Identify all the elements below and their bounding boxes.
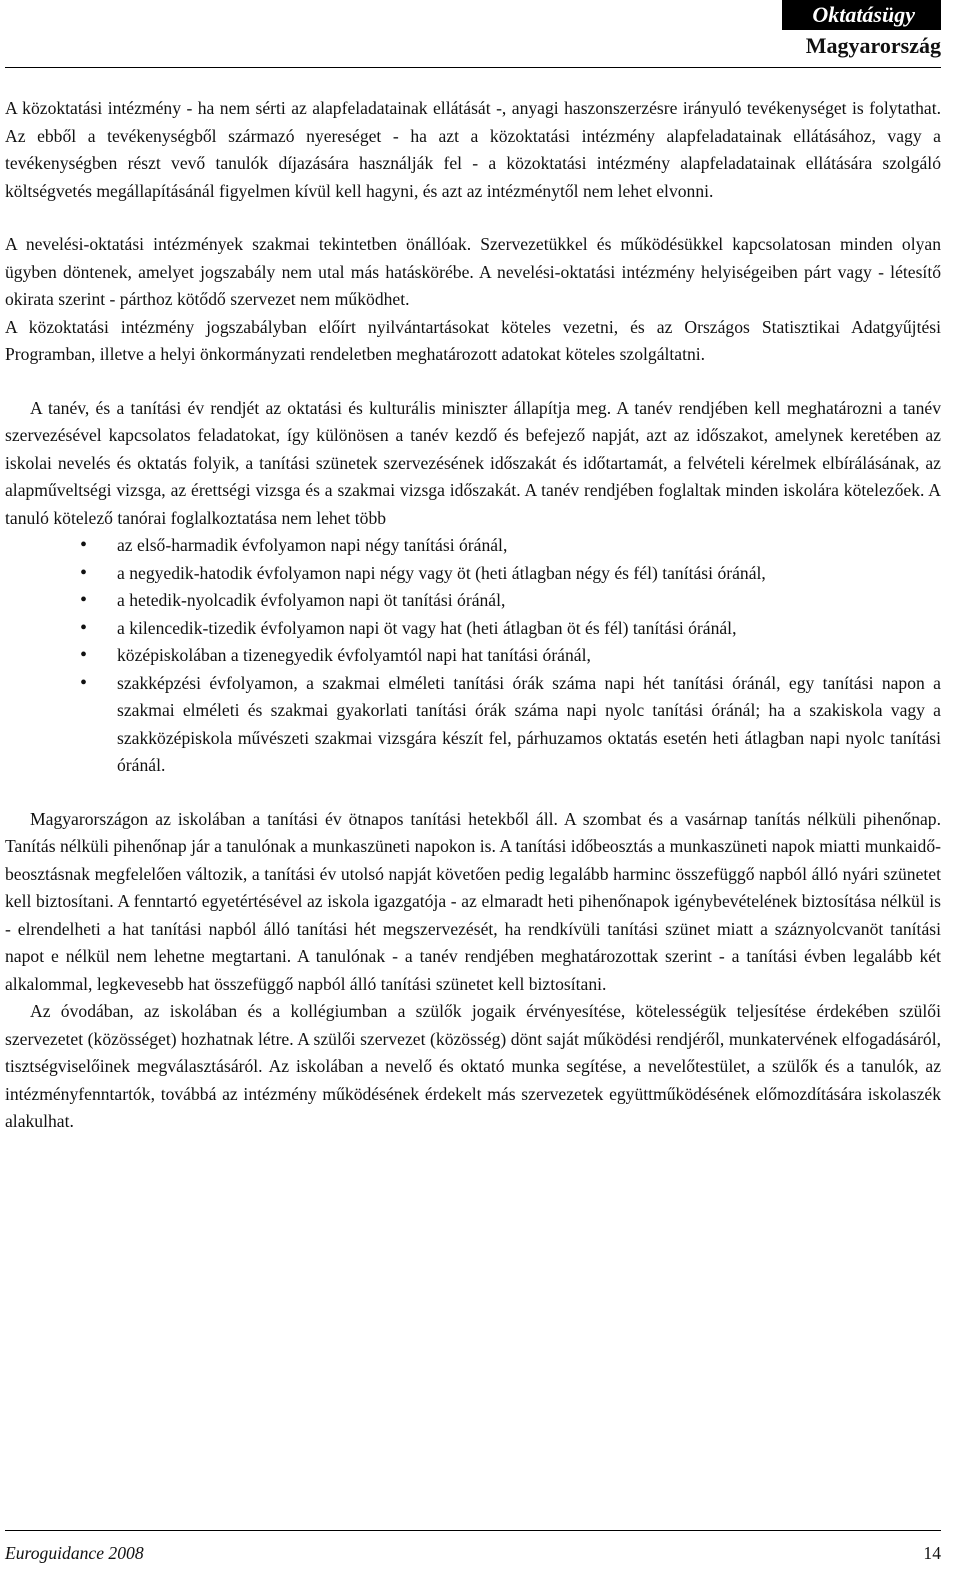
list-item: • a kilencedik-tizedik évfolyamon napi öt vagy hat (heti átlagban öt és fél) tanítási óránál, <box>5 615 941 643</box>
footer-divider <box>5 1530 941 1531</box>
paragraph-parent-organisation: Az óvodában, az iskolában és a kollégiumban a szülők jogaik érvényesítése, kötelességük teljesítése érdekében szülői szervezetet (közösséget) hozhatnak létre. A szülői szervezet (közösség) dönt saját működési rendjéről, munkatervének elfogadásáról, tisztségviselőinek megválasztásáról. Az iskolában a nevelő és oktató munka segítése, a nevelőtestület, a szülők és a tanulók, az intézményfenntartók, továbbá az intézmény működésének érdekelt más szervezetek együttműködésének előmozdítására iskolaszék alakulhat. <box>5 1001 941 1131</box>
header-divider <box>5 67 941 68</box>
paragraph-autonomy: A nevelési-oktatási intézmények szakmai tekintetben önállóak. Szervezetükkel és működésükkel kapcsolatosan minden olyan ügyben döntenek, amelyet jogszabály nem utal más hatáskörébe. A nevelési-oktatási intézmény helyiségeiben párt vagy - létesítő okirata szerint - párthoz kötődő szervezet nem működhet. <box>5 234 941 309</box>
bullet-icon: • <box>80 616 88 639</box>
bullet-icon: • <box>80 644 88 666</box>
list-item: • a negyedik-hatodik évfolyamon napi négy vagy öt (heti átlagban négy és fél) tanítási óránál, <box>5 560 941 588</box>
paragraph-income-activity: A közoktatási intézmény - ha nem sérti az alapfeladatainak ellátását -, anyagi haszonszerzésre irányuló tevékenységet is folytathat. Az ebből a tevékenységből származó nyereséget - ha azt a közoktatási intézmény alapfeladatainak ellátásához, vagy a tevékenységben részt vevő tanulók díjazására használják fel - a közoktatási intézmény alapfeladatainak ellátására szolgáló költségvetés megállapításánál figyelmen kívül kell hagyni, és azt az intézménytől nem lehet elvonni. <box>5 98 941 201</box>
list-item: • középiskolában a tizenegyedik évfolyamtól napi hat tanítási óránál, <box>5 642 941 670</box>
paragraph-records: A közoktatási intézmény jogszabályban előírt nyilvántartásokat köteles vezetni, és az Országos Statisztikai Adatgyűjtési Programban, illetve a helyi önkormányzati rendeletben meghatározott adatokat köteles szolgáltatni. <box>5 316 941 364</box>
page-number: 14 <box>923 1543 941 1563</box>
bullet-icon: • <box>80 589 88 611</box>
bullet-icon: • <box>80 561 88 584</box>
lesson-limits-list <box>5 532 941 780</box>
list-item: • az első-harmadik évfolyamon napi négy tanítási óránál, <box>5 532 941 560</box>
paragraph-school-year: A tanév, és a tanítási év rendjét az oktatási és kulturális miniszter állapítja meg. A tanév rendjében kell meghatározni a tanév szervezésével kapcsolatos feladatokat, így különösen a tanév kezdő és befejező napját, azt az időszakot, amelynek keretében az iskolai nevelés és oktatás folyik, a tanítási szünetek szervezésének időszakát és időtartamát, a felvételi kérelmek elbírálásának, az alapműveltségi vizsga, az érettségi vizsga és a szakmai vizsga időszakát. A tanév rendjében foglaltak minden iskolára kötelezőek. A tanuló kötelező tanórai foglalkoztatása nem lehet több <box>5 397 941 528</box>
bullet-icon: • <box>80 671 88 694</box>
header-brand: Oktatásügy <box>782 0 941 30</box>
list-item: • szakképzési évfolyamon, a szakmai elméleti tanítási órák száma napi hét tanítási óránál, egy tanítási napon a szakmai elméleti és szakmai gyakorlati tanítási órák száma napi nyolc tanítási óránál; ha a szakiskola vagy a szakközépiskola művészeti szakmai vizsgára készít fel, párhuzamos oktatás esetén heti átlagban napi nyolc tanítási óránál. <box>80 671 941 775</box>
paragraph-school-week: Magyarországon az iskolában a tanítási év ötnapos tanítási hetekből áll. A szombat és a vasárnap tanítás nélküli pihenőnap. Tanítás nélküli pihenőnap jár a tanulónak a munkaszüneti napokon is. A tanítási időbeosztás a munkaszüneti napok miatti munkaidő-beosztásnak megfelelően változik, a tanítási év utolsó napját követően pedig legalább harminc összefüggő napból álló nyári szünetet kell biztosítani. A fenntartó egyetértésével az iskola igazgatója - az elmaradt heti pihenőnapok igénybevételének biztosítása nélkül is - elrendelheti a hat tanítási napból álló tanítási hét megszervezését, ha rendkívüli tanítási szünet miatt a száznyolcvanöt tanítási napot e nélkül nem lehetne megtartani. A tanulónak - a tanév rendjében meghatározottak szerint - a tanítási évben legalább két alkalommal, legkevesebb hat összefüggő napból álló tanítási szünetet kell biztosítani. <box>5 808 941 994</box>
document-body <box>5 95 941 1136</box>
footer-source: Euroguidance 2008 <box>5 1543 144 1563</box>
list-item: • a hetedik-nyolcadik évfolyamon napi öt tanítási óránál, <box>5 587 941 615</box>
bullet-icon: • <box>80 534 88 556</box>
header-country: Magyarország <box>805 33 941 58</box>
